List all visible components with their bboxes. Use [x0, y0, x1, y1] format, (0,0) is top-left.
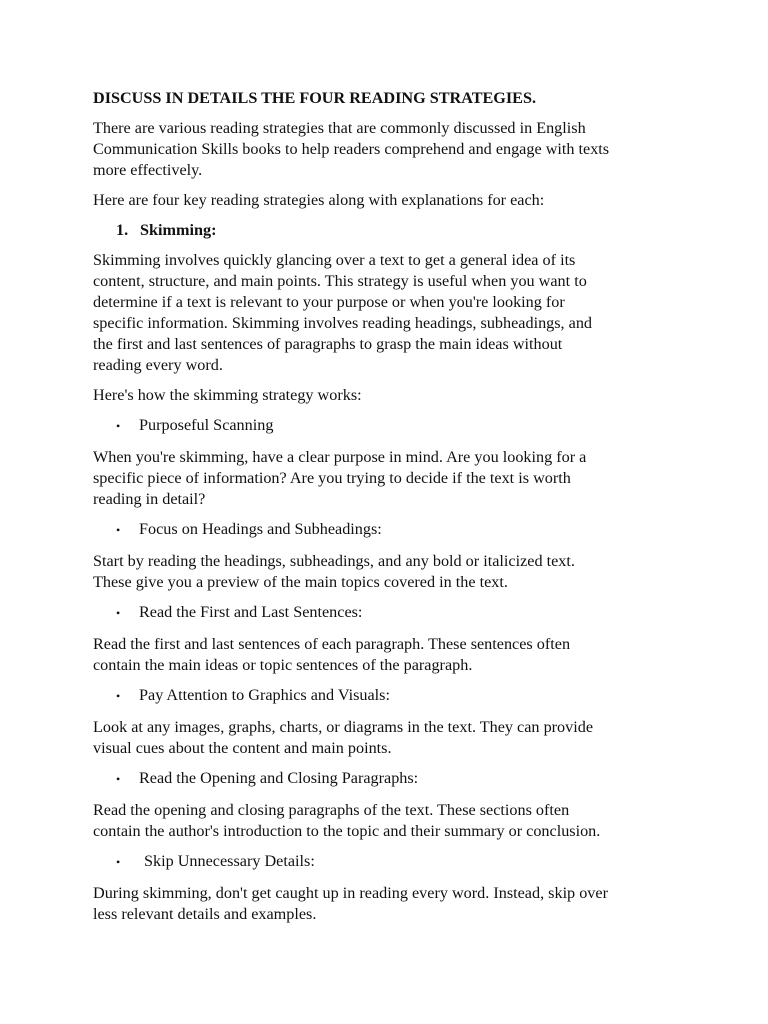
bullet-line: These give you a preview of the main topics covered in the text.	[93, 573, 508, 591]
bullet-icon: •	[116, 855, 121, 869]
bullet-label: Read the Opening and Closing Paragraphs:	[139, 769, 419, 787]
lead-in-paragraph: Here are four key reading strategies along with explanations for each:	[93, 191, 545, 209]
intro-paragraph	[93, 118, 683, 181]
bullet-item	[93, 768, 683, 790]
bullet-item	[93, 415, 683, 437]
section-heading-text: Skimming:	[140, 221, 217, 239]
bullet-paragraph	[93, 800, 683, 842]
bullet-item	[93, 519, 683, 541]
bullet-paragraph	[93, 883, 683, 925]
bullet-line: Read the opening and closing paragraphs of the text. These sections often	[93, 801, 570, 819]
bullet-label: Skip Unnecessary Details:	[144, 852, 315, 870]
document-page	[93, 88, 683, 934]
bullet-line: specific piece of information? Are you trying to decide if the text is worth	[93, 469, 571, 487]
bullet-label: Pay Attention to Graphics and Visuals:	[139, 686, 390, 704]
bullet-line: less relevant details and examples.	[93, 905, 317, 923]
bullet-line: reading in detail?	[93, 490, 206, 508]
bullet-label: Focus on Headings and Subheadings:	[139, 520, 382, 538]
bullet-line: When you're skimming, have a clear purpose in mind. Are you looking for a	[93, 448, 587, 466]
section-number: 1.	[116, 221, 129, 239]
intro-line: more effectively.	[93, 161, 203, 179]
bullet-label: Read the First and Last Sentences:	[139, 603, 363, 621]
bullet-item	[93, 602, 683, 624]
how-it-works-paragraph: Here's how the skimming strategy works:	[93, 386, 362, 404]
bullet-icon: •	[116, 523, 121, 537]
bullet-label: Purposeful Scanning	[139, 416, 274, 434]
bullet-line: During skimming, don't get caught up in reading every word. Instead, skip over	[93, 884, 608, 902]
bullet-paragraph	[93, 447, 683, 510]
bullet-line: Look at any images, graphs, charts, or diagrams in the text. They can provide	[93, 718, 594, 736]
section-heading-skimming	[93, 220, 683, 241]
bullet-icon: •	[116, 689, 121, 703]
bullet-line: contain the main ideas or topic sentences of the paragraph.	[93, 656, 473, 674]
bullet-icon: •	[116, 772, 121, 786]
document-title: DISCUSS IN DETAILS THE FOUR READING STRATEGIES.	[93, 89, 537, 107]
bullet-paragraph	[93, 551, 683, 593]
skimming-line: specific information. Skimming involves reading headings, subheadings, and	[93, 314, 593, 332]
bullet-item	[93, 851, 683, 873]
bullet-line: Read the first and last sentences of each paragraph. These sentences often	[93, 635, 571, 653]
intro-line: There are various reading strategies that are commonly discussed in English	[93, 119, 586, 137]
skimming-line: the first and last sentences of paragraphs to grasp the main ideas without	[93, 335, 563, 353]
bullet-icon: •	[116, 606, 121, 620]
bullet-line: contain the author's introduction to the topic and their summary or conclusion.	[93, 822, 601, 840]
bullet-item	[93, 685, 683, 707]
bullet-line: Start by reading the headings, subheadings, and any bold or italicized text.	[93, 552, 575, 570]
bullet-line: visual cues about the content and main points.	[93, 739, 392, 757]
bullet-paragraph	[93, 717, 683, 759]
skimming-paragraph	[93, 250, 683, 376]
skimming-line: Skimming involves quickly glancing over a text to get a general idea of its	[93, 251, 576, 269]
skimming-line: content, structure, and main points. This strategy is useful when you want to	[93, 272, 587, 290]
bullet-icon: •	[116, 419, 121, 433]
bullet-paragraph	[93, 634, 683, 676]
skimming-line: determine if a text is relevant to your purpose or when you're looking for	[93, 293, 565, 311]
skimming-line: reading every word.	[93, 356, 223, 374]
intro-line: Communication Skills books to help readers comprehend and engage with texts	[93, 140, 610, 158]
